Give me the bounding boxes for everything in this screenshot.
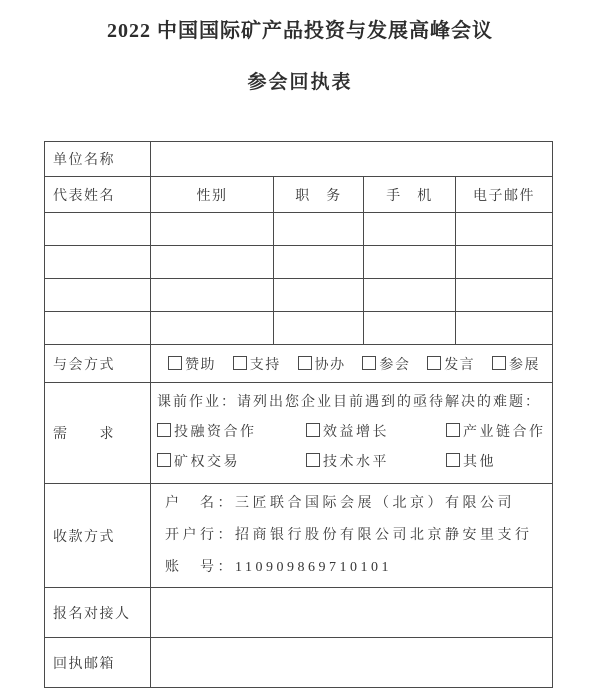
contact-row bbox=[45, 588, 553, 638]
checkbox-icon[interactable] bbox=[427, 356, 441, 370]
delegate-email-cell[interactable] bbox=[456, 279, 553, 312]
email-header: 电子邮件 bbox=[456, 177, 553, 213]
needs-option-industry-chain[interactable] bbox=[446, 418, 546, 448]
needs-option-technology[interactable] bbox=[306, 448, 446, 478]
needs-prompt: 课前作业：请列出您企业目前遇到的亟待解决的难题： bbox=[157, 395, 541, 410]
delegate-mobile-cell[interactable] bbox=[364, 279, 456, 312]
checkbox-icon[interactable] bbox=[306, 453, 320, 467]
participation-option-label: 支持 bbox=[249, 357, 281, 373]
participation-option-label: 参会 bbox=[379, 357, 411, 373]
checkbox-icon[interactable] bbox=[157, 453, 171, 467]
document-title: 2022 中国国际矿产品投资与发展高峰会议 bbox=[107, 20, 493, 42]
reply-email-row bbox=[45, 638, 553, 688]
checkbox-icon[interactable] bbox=[168, 356, 182, 370]
delegate-email-cell[interactable] bbox=[456, 246, 553, 279]
checkbox-icon[interactable] bbox=[233, 356, 247, 370]
participation-label: 与会方式 bbox=[45, 345, 151, 383]
payment-account-name: 户 名：三匠联合国际会展（北京）有限公司 bbox=[165, 495, 515, 511]
delegate-name-header: 代表姓名 bbox=[45, 177, 151, 213]
checkbox-icon[interactable] bbox=[298, 356, 312, 370]
checkbox-icon[interactable] bbox=[157, 423, 171, 437]
participation-option-exhibit[interactable] bbox=[492, 354, 540, 374]
gender-header: 性别 bbox=[151, 177, 274, 213]
participation-option-support[interactable] bbox=[233, 354, 281, 374]
delegate-entry-row bbox=[45, 246, 553, 279]
delegate-gender-cell[interactable] bbox=[151, 279, 274, 312]
delegate-name-cell[interactable] bbox=[45, 279, 151, 312]
mobile-header: 手 机 bbox=[364, 177, 456, 213]
delegate-mobile-cell[interactable] bbox=[364, 246, 456, 279]
delegate-entry-row bbox=[45, 213, 553, 246]
needs-label: 需 求 bbox=[45, 383, 151, 484]
participation-option-sponsor[interactable] bbox=[168, 354, 216, 374]
needs-options-cell bbox=[151, 383, 553, 484]
participation-option-label: 参展 bbox=[508, 357, 540, 373]
delegate-name-cell[interactable] bbox=[45, 246, 151, 279]
delegate-entry-row bbox=[45, 312, 553, 345]
delegate-position-cell[interactable] bbox=[274, 213, 364, 246]
payment-bank: 开户行：招商银行股份有限公司北京静安里支行 bbox=[165, 527, 533, 543]
needs-option-benefit-growth[interactable] bbox=[306, 418, 446, 448]
participation-row bbox=[45, 345, 553, 383]
delegate-name-cell[interactable] bbox=[45, 312, 151, 345]
participation-option-label: 发言 bbox=[444, 357, 476, 373]
delegate-mobile-cell[interactable] bbox=[364, 312, 456, 345]
checkbox-icon[interactable] bbox=[306, 423, 320, 437]
needs-option-label: 其他 bbox=[463, 455, 496, 470]
unit-name-label: 单位名称 bbox=[45, 142, 151, 177]
reply-email-input-cell[interactable] bbox=[151, 638, 553, 688]
checkbox-icon[interactable] bbox=[362, 356, 376, 370]
participation-option-label: 赞助 bbox=[185, 357, 216, 373]
unit-name-row bbox=[45, 142, 553, 177]
delegate-gender-cell[interactable] bbox=[151, 246, 274, 279]
document-subtitle: 参会回执表 bbox=[247, 72, 353, 93]
delegate-mobile-cell[interactable] bbox=[364, 213, 456, 246]
delegate-header-row bbox=[45, 177, 553, 213]
delegate-gender-cell[interactable] bbox=[151, 213, 274, 246]
delegate-gender-cell[interactable] bbox=[151, 312, 274, 345]
delegate-name-cell[interactable] bbox=[45, 213, 151, 246]
contact-input-cell[interactable] bbox=[151, 588, 553, 638]
payment-row bbox=[45, 484, 553, 588]
delegate-email-cell[interactable] bbox=[456, 213, 553, 246]
contact-label: 报名对接人 bbox=[45, 588, 151, 638]
needs-option-label: 效益增长 bbox=[323, 425, 389, 440]
participation-option-label: 协办 bbox=[314, 357, 346, 373]
needs-option-label: 投融资合作 bbox=[174, 425, 257, 440]
needs-option-label: 产业链合作 bbox=[463, 425, 546, 440]
needs-option-mining-rights[interactable] bbox=[157, 448, 306, 478]
needs-option-label: 矿权交易 bbox=[174, 455, 240, 470]
participation-option-speak[interactable] bbox=[427, 354, 475, 374]
delegate-position-cell[interactable] bbox=[274, 246, 364, 279]
position-header: 职 务 bbox=[274, 177, 364, 213]
needs-option-financing[interactable] bbox=[157, 418, 306, 448]
registration-form-table bbox=[44, 141, 553, 688]
checkbox-icon[interactable] bbox=[446, 423, 460, 437]
reply-email-label: 回执邮箱 bbox=[45, 638, 151, 688]
payment-details-cell bbox=[151, 484, 553, 588]
participation-option-attend[interactable] bbox=[362, 354, 410, 374]
checkbox-icon[interactable] bbox=[446, 453, 460, 467]
needs-row bbox=[45, 383, 553, 484]
delegate-position-cell[interactable] bbox=[274, 279, 364, 312]
unit-name-input-cell[interactable] bbox=[151, 142, 553, 177]
delegate-entry-row bbox=[45, 279, 553, 312]
needs-option-other[interactable] bbox=[446, 448, 496, 478]
participation-option-coorganize[interactable] bbox=[298, 354, 346, 374]
payment-label: 收款方式 bbox=[45, 484, 151, 588]
checkbox-icon[interactable] bbox=[492, 356, 506, 370]
payment-account-number: 账 号：110909869710101 bbox=[165, 559, 392, 575]
needs-option-label: 技术水平 bbox=[323, 455, 389, 470]
participation-options-cell bbox=[151, 345, 553, 383]
delegate-email-cell[interactable] bbox=[456, 312, 553, 345]
delegate-position-cell[interactable] bbox=[274, 312, 364, 345]
